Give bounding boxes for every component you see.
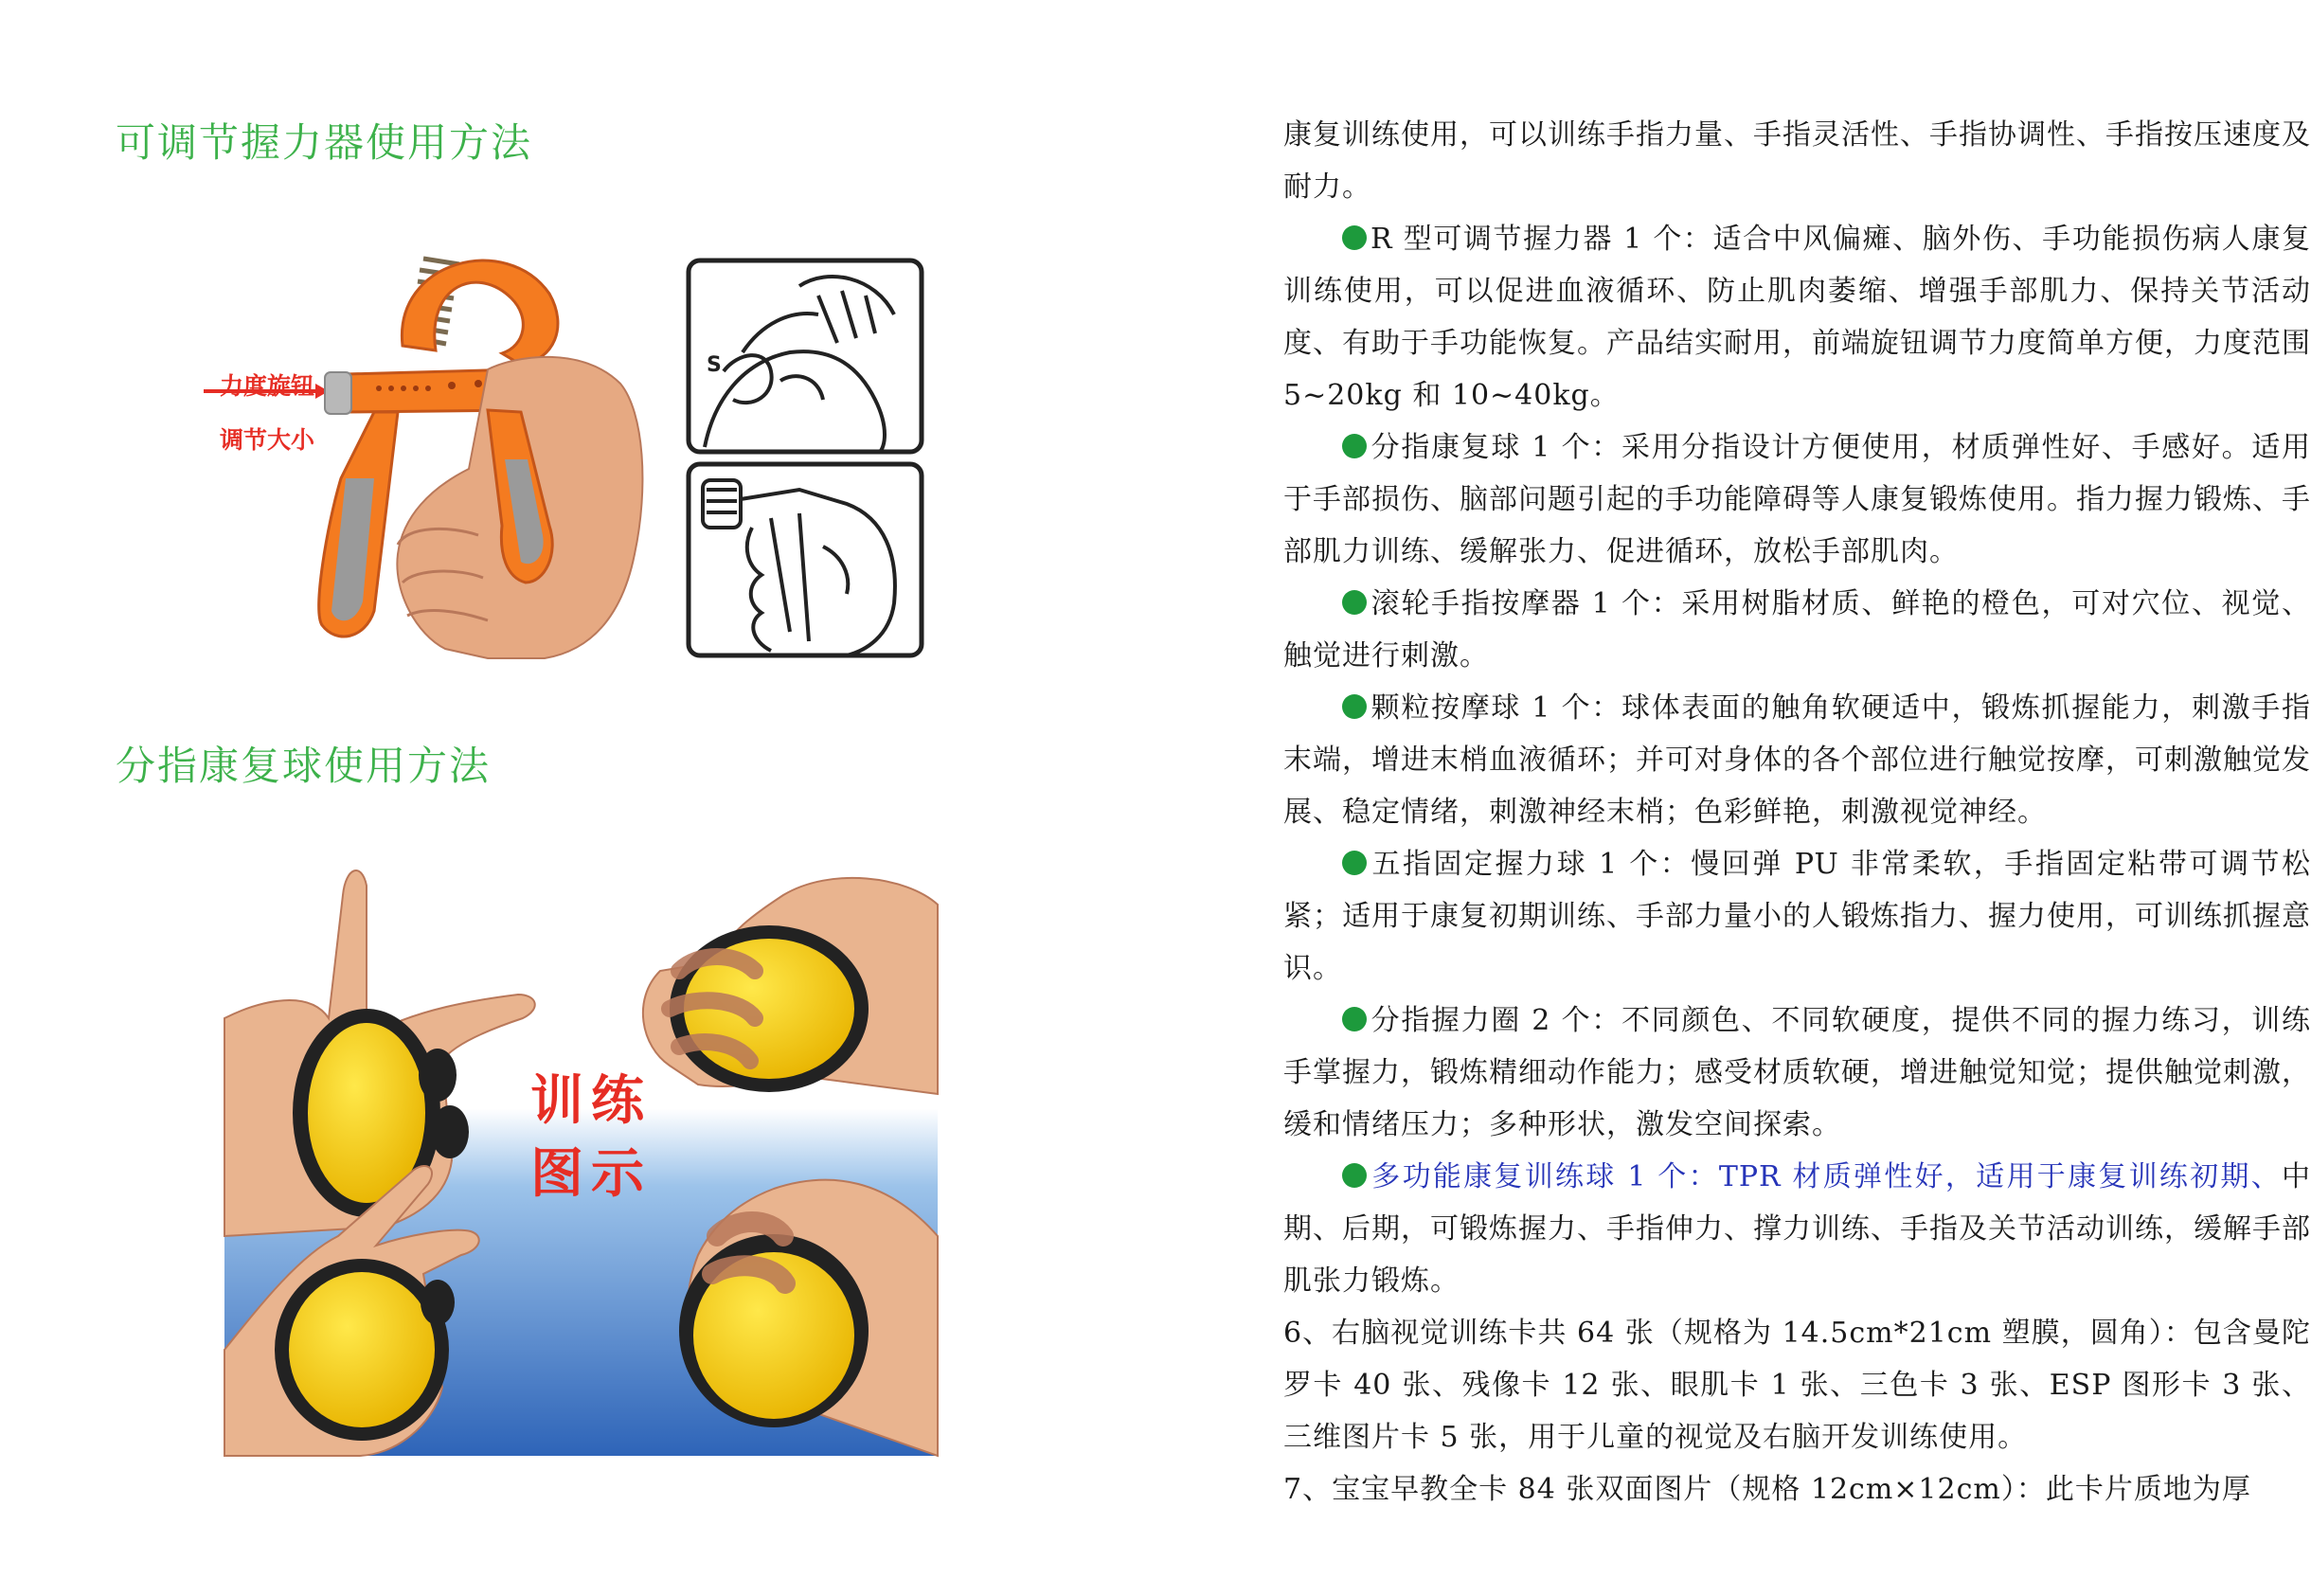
bullet-icon <box>1342 590 1367 615</box>
bullet-icon <box>1342 225 1367 250</box>
item-five-finger-ball: 五指固定握力球 1 个：慢回弹 PU 非常柔软，手指固定粘带可调节松紧；适用于康复初期训练、手部力量小的人锻炼指力、握力使用，可训练抓握意识。 <box>1283 848 2311 985</box>
bullet-icon <box>1342 851 1367 875</box>
item-roller-massager: 滚轮手指按摩器 1 个：采用树脂材质、鲜艳的橙色，可对穴位、视觉、触觉进行刺激。 <box>1283 587 2311 672</box>
knob-caption-line1: 力度旋钮 <box>219 372 314 400</box>
bullet-icon <box>1342 694 1367 719</box>
knob-caption-line2: 调节大小 <box>219 426 314 454</box>
bullet-icon <box>1342 1163 1367 1188</box>
ball-usage-heading: 分指康复球使用方法 <box>116 743 492 789</box>
product-description <box>1283 109 2311 1515</box>
numbered-item-6: 6、右脑视觉训练卡共 64 张（规格为 14.5cm*21cm 塑膜，圆角）：包含曼陀罗卡 40 张、残像卡 12 张、眼肌卡 1 张、三色卡 3 张、ESP 图形卡 3 张、三维图片卡 5 张，用于儿童的视觉及右脑开发训练使用。 <box>1283 1317 2311 1454</box>
training-caption-line1: 训练 <box>530 1070 652 1132</box>
item-multi-ball: 多功能康复训练球 1 个：TPR 材质弹性好，适用于康复训练初期、中期、后期，可锻炼握力、手指伸力、撑力训练、手指及关节活动训练，缓解手部肌张力锻炼。 <box>1283 1160 2311 1298</box>
item-grip-trainer: R 型可调节握力器 1 个：适合中风偏瘫、脑外伤、手功能损伤病人康复训练使用，可以促进血液循环、防止肌肉萎缩、增强手部肌力、保持关节活动度、有助于手功能恢复。产品结实耐用，前端旋钮调节力度简单方便，力度范围 5~20kg 和 10~40kg。 <box>1283 223 2311 412</box>
item-spiky-ball: 颗粒按摩球 1 个：球体表面的触角软硬适中，锻炼抓握能力，刺激手指末端，增进末梢血液循环；并可对身体的各个部位进行触觉按摩，可刺激触觉发展、稳定情绪，刺激神经末梢；色彩鲜艳，刺激视觉神经。 <box>1283 691 2311 829</box>
numbered-item-7: 7、宝宝早教全卡 84 张双面图片（规格 12cm×12cm）：此卡片质地为厚 <box>1283 1473 2251 1506</box>
right-page <box>1212 0 2311 1596</box>
item-finger-ring: 分指握力圈 2 个：不同颜色、不同软硬度，提供不同的握力练习，训练手掌握力，锻炼精细动作能力；感受材质软硬，增进触觉知觉；提供触觉刺激，缓和情绪压力；多种形状，激发空间探索。 <box>1283 1004 2311 1141</box>
grip-sketch-bottom <box>686 461 924 658</box>
grip-usage-heading: 可调节握力器使用方法 <box>116 119 533 166</box>
bullet-icon <box>1342 1007 1367 1031</box>
item-finger-ball: 分指康复球 1 个：采用分指设计方便使用，材质弹性好、手感好。适用于手部损伤、脑部问题引起的手功能障碍等人康复锻炼使用。指力握力锻炼、手部肌力训练、缓解张力、促进循环，放松手部肌肉。 <box>1283 431 2311 568</box>
grip-sketch-top <box>686 258 924 455</box>
intro-paragraph: 康复训练使用，可以训练手指力量、手指灵活性、手指协调性、手指按压速度及耐力。 <box>1283 118 2311 204</box>
svg-text:S: S <box>707 353 722 377</box>
training-caption-line2: 图示 <box>530 1143 652 1205</box>
bullet-icon <box>1342 434 1367 458</box>
